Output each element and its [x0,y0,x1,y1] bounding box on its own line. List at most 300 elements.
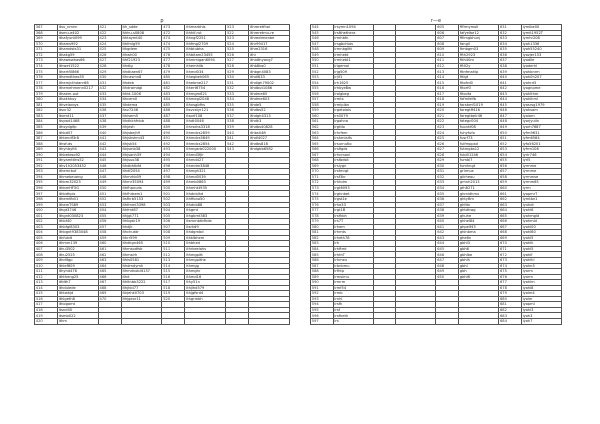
entry-number: 683 [499,313,522,319]
entry-name: ithu3502 [57,246,98,252]
entry-number: 640 [436,219,459,225]
gutter [286,24,310,396]
entry-name: ithmdnobilt137 [121,269,162,275]
entry-name: forsbmf1019 [459,102,499,108]
entry-name: foregtff416 [459,108,499,114]
entry-name: fitnfmahlp [459,69,499,75]
entry-number: 642 [436,230,459,236]
entry-name: ithert6754 [185,86,226,92]
entry-number: 664 [499,208,522,214]
entry-name: ithltnbb3222 [121,280,162,286]
entry-number: 514 [162,263,185,269]
entry-number: 608 [436,41,459,47]
entry-number: 411 [35,269,58,275]
entry-number: 551 [311,63,334,69]
entry-number: 476 [162,52,185,58]
entry-number: 394 [35,174,58,180]
entry-name: gbhl6 [459,274,499,280]
entry-name: iyohlthm [521,91,561,97]
entry-number: 510 [162,241,185,247]
entry-number: 379 [35,91,58,97]
entry-number: 427 [98,58,121,64]
entry-number: 622 [436,119,459,125]
entry-number: 457 [98,224,121,230]
entry-number: 448 [98,174,121,180]
entry-number: 638 [499,63,522,69]
entry-number: 484 [162,97,185,103]
entry-name: ithsydgifp [57,124,98,130]
entry-name: irsiygn [333,163,373,169]
entry-name: ithbhed [185,241,226,247]
entry-name: ithjsk54 [121,141,162,147]
entry-name: itsmb022 [57,313,98,319]
entry-name: ithegbeh065 [185,74,226,80]
entry-name: ithmebeueng [57,174,98,180]
entry-name: ithm [57,318,98,324]
entry-number [98,318,121,324]
entry-number: 573 [311,185,334,191]
entry-number: 374 [35,63,58,69]
entry-name: ithbmHF5G [57,185,98,191]
entry-number: 643 [436,235,459,241]
entry-name: irmsimu [333,274,373,280]
entry-number: 507 [162,224,185,230]
entry-number: 564 [311,135,334,141]
entry-name: iyorjyuiln [521,119,561,125]
entry-name: fitorf0 [459,86,499,92]
entry-number: 590 [311,280,334,286]
entry-name: giirheou [459,174,499,180]
entry-name: iyrl5 [521,158,561,164]
entry-name: ghfdn [459,202,499,208]
entry-name: ithreetmenbe [249,36,290,42]
entry-name: iyrir746 [521,152,561,158]
entry-number: 677 [499,280,522,286]
entry-number: 414 [35,285,58,291]
entry-name: ithyamttlhs52 [57,158,98,164]
entry-number: 536 [226,108,249,114]
entry-number: 376 [35,74,58,80]
entry-number: 641 [436,224,459,230]
entry-number: 441 [98,135,121,141]
entry-number: 606 [436,30,459,36]
entry-name: ithde5 [249,102,290,108]
entry-name: iyoh3 [521,313,561,319]
entry-number: 445 [98,158,121,164]
entry-number: 494 [162,152,185,158]
entry-name: iyohmgld [521,213,561,219]
entry-name: iyoderhl [521,63,561,69]
entry-number: 657 [499,169,522,175]
entry-number: 614 [436,74,459,80]
entry-name: ithlef809 [57,263,98,269]
entry-number: 419 [35,313,58,319]
entry-name: ithwh00 [121,52,162,58]
entry-number: 390 [35,152,58,158]
entry-number: 392 [35,163,58,169]
entry-number: 649 [499,124,522,130]
entry-number: 639 [499,69,522,75]
entry-name: iyuhdr [521,202,561,208]
entry-number: 487 [162,113,185,119]
entry-number: 576 [311,202,334,208]
entry-name: ithdlfgp [57,257,98,263]
entry-number: 495 [162,158,185,164]
entry-number: 655 [499,158,522,164]
entry-name: itsfhrb5153 [121,196,162,202]
entry-number: 644 [499,97,522,103]
entry-number: 581 [311,230,334,236]
entry-name: ithjesh [121,124,162,130]
entry-name: irmf54 [333,285,373,291]
entry-name: ithdbs818 [249,141,290,147]
entry-number: 509 [162,235,185,241]
entry-name [185,318,226,324]
entry-name: iyorh7687 [521,124,561,130]
entry-name: ithmslrh [121,252,162,258]
entry-number: 443 [98,147,121,153]
entry-number: 637 [499,58,522,64]
entry-name: irsymn1094 [333,25,373,31]
entry-number: 631 [499,25,522,31]
entry-number: 624 [436,130,459,136]
entry-number: 432 [98,86,121,92]
entry-name: ithdkkhfnbb [121,119,162,125]
table-row [311,318,562,324]
entry-name: ithsfuts [57,141,98,147]
entry-name: ithfmt87 [121,208,162,214]
entry-number: 648 [436,263,459,269]
entry-number: 429 [98,69,121,75]
entry-name: iyohlh [521,241,561,247]
entry-number: 658 [499,174,522,180]
entry-number: 681 [499,302,522,308]
entry-name: ithu2525 [57,252,98,258]
entry-name: ithdnblhd [185,191,226,197]
entry-name: ithdgmbd [185,230,226,236]
entry-name: ithmsodfsb [121,246,162,252]
entry-number: 619 [436,102,459,108]
entry-name: ithdbs52 [249,108,290,114]
entry-name: ithrkeeiahs [185,246,226,252]
entry-number: 518 [162,285,185,291]
entry-name: irigemol [333,63,373,69]
entry-number: 473 [162,25,185,31]
entry-number: 586 [311,257,334,263]
entry-number: 522 [226,30,249,36]
entry-number: 632 [499,30,522,36]
entry-number: 569 [311,163,334,169]
entry-number: 633 [436,180,459,186]
entry-name: iymtbn1 [521,196,561,202]
entry-number: 593 [311,296,334,302]
entry-number: 540 [226,130,249,136]
entry-name: irfhtp [333,269,373,275]
entry-number: 439 [98,124,121,130]
entry-number: 578 [311,213,334,219]
entry-name: irgst1e [333,196,373,202]
entry-name: irh [333,241,373,247]
entry-number: 533 [226,91,249,97]
entry-name: ithjhbl77 [121,285,162,291]
entry-name: irgt6093 [333,185,373,191]
entry-number: 375 [35,69,58,75]
entry-number: 524 [226,41,249,47]
entry-number: 611 [436,58,459,64]
entry-name: ithamdsts31 [57,47,98,53]
entry-name: iyohsam [521,108,561,114]
entry-number: 452 [98,196,121,202]
entry-name: ithmegi2048 [185,97,226,103]
entry-name: ithgrmbh [185,296,226,302]
entry-number: 512 [162,252,185,258]
entry-name: gbhlh [459,257,499,263]
entry-number: 386 [35,130,58,136]
entry-number: 552 [311,69,334,75]
entry-name: fitofrd0 [459,80,499,86]
entry-number: 607 [436,36,459,42]
entry-number [162,318,185,324]
entry-number: 368 [35,30,58,36]
entry-name: ithmhkt935 [185,185,226,191]
entry-name: irsfh [333,302,373,308]
entry-name: ithdme603 [249,97,290,103]
entry-number: 647 [436,257,459,263]
entry-number: 585 [311,252,334,258]
entry-number: 636 [436,196,459,202]
entry-number: 666 [499,219,522,225]
entry-name [396,318,436,324]
entry-name: ithvelaroys [57,102,98,108]
entry-number: 628 [436,152,459,158]
entry-number: 406 [35,241,58,247]
entry-number: 438 [98,119,121,125]
entry-number: 408 [35,252,58,258]
entry-name: iyrm [521,185,561,191]
entry-name: irheth78 [333,235,373,241]
entry-name: ithakhkuy [57,97,98,103]
entry-name: fangli [459,41,499,47]
entry-name: irgetolals [333,108,373,114]
entry-name: grirmus [459,169,499,175]
entry-name: ithdema [121,102,162,108]
entry-name: itfdth7 [57,280,98,286]
entry-name: iyfm9631 [521,130,561,136]
entry-number: 493 [162,147,185,153]
entry-number: 485 [162,102,185,108]
entry-name: iyoiom [521,113,561,119]
entry-name: iyohlf [521,252,561,258]
entry-number: 399 [35,202,58,208]
entry-number: 574 [311,191,334,197]
entry-number: 470 [98,296,121,302]
entry-name: ithdf2054 [121,169,162,175]
entry-name: ithtendf3r8 [57,135,98,141]
entry-name: iyoh0h207 [521,74,561,80]
entry-name: gfn8271 [459,185,499,191]
entry-name: irmts [333,97,373,103]
entry-name: irs5079 [333,113,373,119]
entry-name: itsnd00 [57,307,98,313]
entry-name: iyfrm106 [521,147,561,153]
entry-number: 555 [311,86,334,92]
entry-number: 513 [162,257,185,263]
entry-name: irs7T [333,219,373,225]
entry-number: 646 [436,252,459,258]
entry-number: 560 [311,113,334,119]
entry-name: ithi [249,52,290,58]
entry-number: 659 [499,180,522,186]
entry-name: ghpelf45 [459,224,499,230]
entry-name: ithemehmenn0217 [57,86,98,92]
entry-number: 535 [226,102,249,108]
entry-number: 403 [35,224,58,230]
entry-name: iyorm [521,269,561,275]
entry-number: 567 [311,152,334,158]
entry-number: 592 [311,291,334,297]
entry-name: foregtbelr46 [459,113,499,119]
entry-name: ithdbs40828 [249,124,290,130]
entry-name: ithb8bs0 [249,63,290,69]
entry-number: 650 [499,130,522,136]
entry-name: irhbyeBw [333,86,373,92]
entry-number: 424 [98,41,121,47]
entry-name: irghnbet [333,191,373,197]
entry-name: ithdnb88 [185,202,226,208]
entry-name: iyohrd3 [521,80,561,86]
entry-name: iyozjer153 [521,52,561,58]
entry-number: 434 [98,97,121,103]
entry-number: 520 [162,296,185,302]
entry-number: 679 [499,291,522,297]
entry-number: 481 [162,80,185,86]
entry-name: itsywd1468 [57,119,98,125]
entry-number: 575 [311,196,334,202]
entry-name: ithhif-rut [185,30,226,36]
entry-name: irsurnutlo [333,141,373,147]
entry-name: iyoh1336 [521,41,561,47]
entry-name: irshmlaifs [333,135,373,141]
entry-number: 393 [35,169,58,175]
entry-name: fitlgt [459,74,499,80]
entry-name: itsu_nmnn [57,25,98,31]
entry-number: 543 [226,147,249,153]
entry-number: 416 [35,296,58,302]
entry-name: ithjehk0703 [121,291,162,297]
entry-number: 488 [162,119,185,125]
entry-name: ithbd07 [57,130,98,136]
entry-number: 640 [499,74,522,80]
entry-name: ithmr35094 [121,180,162,186]
entry-number: 539 [226,124,249,130]
entry-number: 554 [311,80,334,86]
entry-number: 669 [499,235,522,241]
entry-number: 491 [162,135,185,141]
entry-number: 462 [98,252,121,258]
entry-number: 629 [436,158,459,164]
entry-number: 594 [311,302,334,308]
entry-number: 497 [162,169,185,175]
entry-number: 498 [162,174,185,180]
entry-name: ithemTS89 [57,202,98,208]
entry-name: ithlgeth8 [57,296,98,302]
entry-name: irmhbfn [333,36,373,42]
entry-name: irhe33 [333,202,373,208]
entry-name: gbh [459,269,499,275]
entry-name: ithjgfsrd4 [185,291,226,297]
entry-name: irnhl [333,296,373,302]
entry-number: 531 [226,80,249,86]
entry-name: iyohlhml [521,97,561,103]
entry-number: 401 [35,213,58,219]
entry-number: 673 [499,257,522,263]
entry-number: 450 [98,185,121,191]
entry-name: iyohl8 [521,285,561,291]
entry-name: ithdk3 [249,119,290,125]
entry-name: ithdgh4313 [249,113,290,119]
entry-number: 534 [226,97,249,103]
entry-name: ithjsanh39 [121,152,162,158]
entry-name: irsfigds [333,147,373,153]
entry-name: ithmd16 [185,274,226,280]
entry-name: ithd [121,274,162,280]
entry-number: 515 [162,269,185,275]
entry-number: 616 [436,86,459,92]
entry-name: ithfhrbem1 [121,191,162,197]
entry-number: 671 [499,246,522,252]
entry-name: iyfo56201 [521,141,561,147]
entry-number: 380 [35,97,58,103]
entry-number: 544 [311,25,334,31]
entry-number: 579 [311,219,334,225]
entry-name: itsvcstyr121 [185,108,226,114]
entry-number: 678 [499,285,522,291]
entry-number: 490 [162,130,185,136]
entry-number: 660 [499,185,522,191]
entry-name: ithmgm621 [185,91,226,97]
entry-name: ithdme65 [249,91,290,97]
entry-number: 649 [436,269,459,275]
entry-number: 632 [436,174,459,180]
entry-number: 634 [436,185,459,191]
entry-name: ithmdm3848 [185,163,226,169]
entry-number: 572 [311,180,334,186]
entry-name: ithchutdr [121,230,162,236]
entry-number: 642 [499,86,522,92]
entry-name: ithbtubha [185,47,226,53]
entry-name: ithf21923 [121,58,162,64]
entry-name: fffrmymoll [459,25,499,31]
entry-number: 547 [311,41,334,47]
entry-name: ithgnt030823 [57,213,98,219]
entry-number: 645 [436,246,459,252]
entry-number: 663 [499,202,522,208]
entry-number: 676 [499,274,522,280]
entry-number: 549 [311,52,334,58]
entry-name: ghhel84 [459,219,499,225]
entry-number: 420 [35,318,58,324]
entry-name: iyohl3 [521,307,561,313]
entry-name: ithnsgbfhs [185,102,226,108]
entry-number: 612 [436,63,459,69]
entry-name: ithemdtheo55 [57,74,98,80]
entry-number: 372 [35,52,58,58]
entry-number: 480 [162,74,185,80]
entry-name: itsmu-e402 [57,30,98,36]
entry-number: 516 [162,274,185,280]
entry-name: ithrsdns3318 [185,124,226,130]
entry-number: 566 [311,147,334,153]
